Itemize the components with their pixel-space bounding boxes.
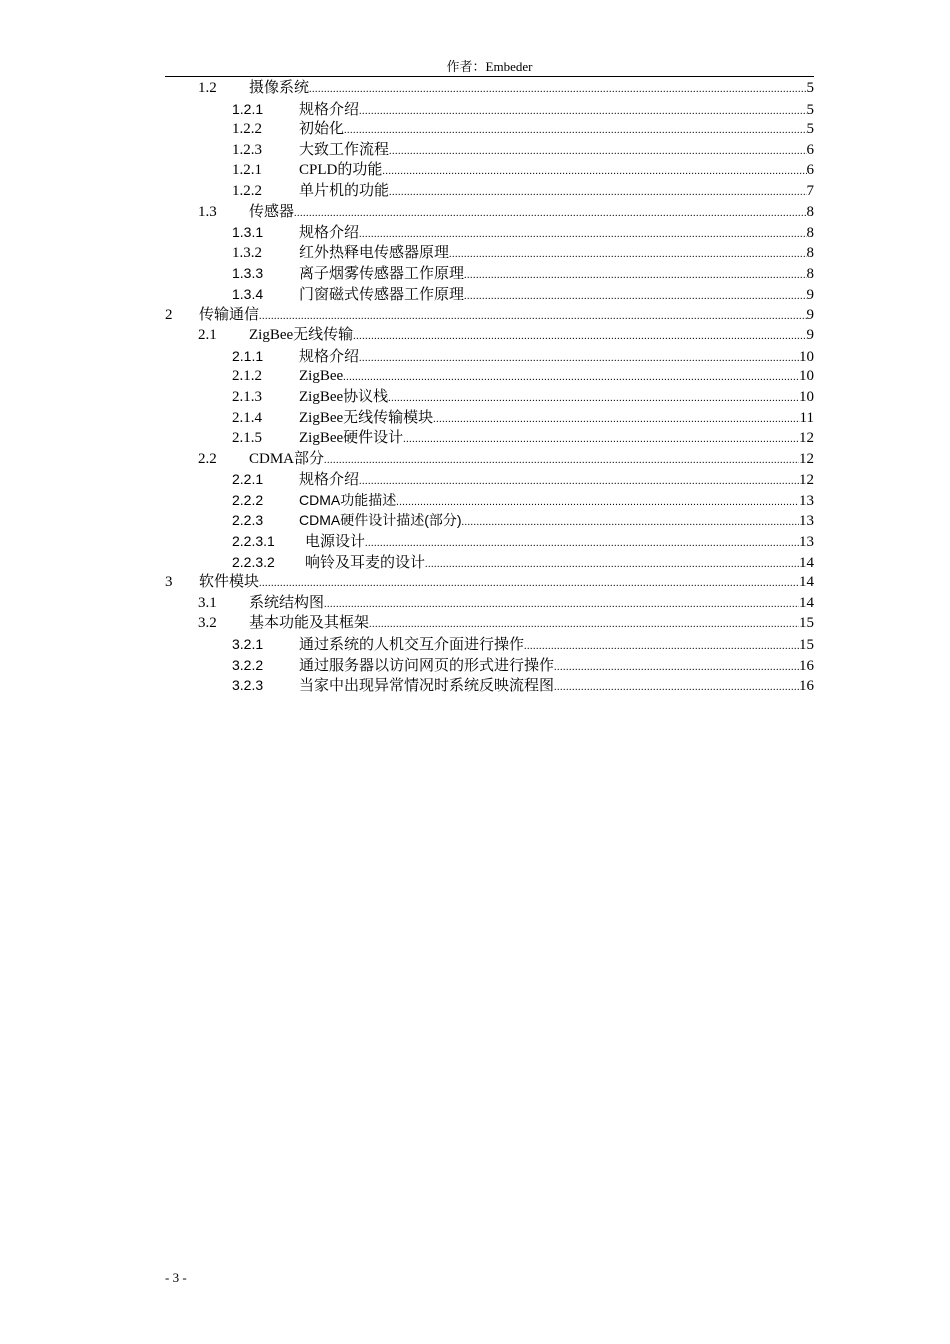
toc-entry-title: 门窗磁式传感器工作原理	[299, 286, 465, 303]
toc-dot-leader	[388, 389, 799, 410]
toc-entry-title: 大致工作流程	[299, 141, 390, 158]
toc-entry-title: 通过服务器以访问网页的形式进行操作	[299, 657, 555, 674]
toc-dot-leader	[382, 162, 806, 183]
toc-dot-leader	[369, 615, 799, 636]
toc-entry-title: 通过系统的人机交互介面进行操作	[299, 637, 525, 654]
toc-entry-title: ZigBee	[299, 368, 344, 385]
toc-entry-number: 2.1.5	[232, 430, 262, 447]
toc-entry-number: 2.1.2	[232, 368, 262, 385]
toc-entry-page: 16	[799, 678, 814, 695]
toc-entry-title: CDMA硬件设计描述(部分)	[299, 512, 462, 529]
toc-dot-leader	[259, 307, 806, 328]
toc-entry[interactable]	[165, 408, 814, 429]
toc-entry[interactable]	[165, 469, 814, 490]
toc-entry[interactable]	[165, 160, 814, 181]
toc-entry-title: 规格介绍	[299, 101, 360, 118]
toc-entry-title: 初始化	[299, 121, 345, 138]
toc-entry[interactable]	[165, 222, 814, 243]
toc-entry-page: 10	[799, 348, 814, 365]
toc-entry[interactable]	[165, 305, 814, 326]
toc-entry-number: 1.2	[198, 80, 217, 96]
toc-entry-page: 8	[806, 225, 814, 242]
toc-entry-number: 2.1.3	[232, 388, 262, 405]
toc-entry-number: 1.3.4	[232, 285, 264, 302]
toc-entry[interactable]	[165, 243, 814, 264]
toc-entry-page: 5	[806, 101, 814, 118]
toc-entry-number: 1.2.2	[232, 121, 262, 138]
table-of-contents	[165, 78, 814, 696]
toc-entry-page: 12	[799, 472, 814, 489]
toc-entry-number: 2.2	[198, 450, 217, 467]
toc-entry[interactable]	[165, 552, 814, 573]
toc-entry-title: 规格介绍	[299, 225, 360, 242]
toc-entry[interactable]	[165, 449, 814, 470]
toc-entry[interactable]	[165, 634, 814, 655]
page-header: 作者：Embeder	[446, 59, 533, 74]
toc-entry-number: 3.2.3	[232, 677, 264, 694]
toc-entry-page: 13	[799, 534, 814, 551]
toc-entry-number: 1.3.1	[232, 224, 264, 241]
toc-entry[interactable]	[165, 181, 814, 202]
toc-entry-number: 3.2.1	[232, 636, 264, 653]
toc-dot-leader	[433, 410, 799, 431]
toc-entry-page: 6	[806, 162, 814, 179]
toc-entry-page: 7	[806, 182, 814, 199]
toc-entry-title: 系统结构图	[249, 594, 325, 611]
toc-dot-leader	[403, 430, 799, 451]
toc-entry-number: 1.2.1	[232, 100, 264, 117]
toc-entry-title: 规格介绍	[299, 348, 360, 365]
toc-dot-leader	[294, 204, 806, 225]
toc-entry-title: ZigBee无线传输	[249, 327, 354, 344]
toc-entry-page: 11	[799, 409, 814, 426]
toc-entry-page: 10	[799, 368, 814, 385]
toc-entry-page: 12	[799, 450, 814, 467]
toc-entry[interactable]	[165, 572, 814, 593]
toc-entry[interactable]	[165, 284, 814, 305]
toc-entry-title: 当家中出现异常情况时系统反映流程图	[299, 678, 555, 695]
toc-entry[interactable]	[165, 119, 814, 140]
toc-entry-number: 2.1.4	[232, 409, 262, 426]
toc-entry-title: 传输通信	[199, 306, 260, 323]
header-divider	[165, 76, 814, 77]
toc-entry-number: 2.2.2	[232, 491, 264, 508]
toc-entry-page: 14	[799, 594, 814, 611]
toc-entry-page: 15	[799, 637, 814, 654]
toc-entry-number: 2.1.1	[232, 347, 264, 364]
toc-dot-leader	[344, 121, 806, 142]
toc-dot-leader	[309, 80, 806, 101]
toc-entry-title: CDMA部分	[249, 450, 325, 467]
toc-entry-number: 2	[165, 306, 173, 323]
toc-entry-page: 9	[806, 327, 814, 344]
toc-entry-page: 9	[806, 286, 814, 303]
toc-entry[interactable]	[165, 263, 814, 284]
toc-entry[interactable]	[165, 78, 814, 99]
toc-entry-title: 红外热释电传感器原理	[299, 244, 450, 261]
toc-entry[interactable]	[165, 655, 814, 676]
toc-entry-title: 离子烟雾传感器工作原理	[299, 266, 465, 283]
toc-entry-title: 单片机的功能	[299, 182, 390, 199]
toc-entry[interactable]	[165, 387, 814, 408]
toc-entry-number: 1.2.3	[232, 141, 262, 158]
toc-entry-title: ZigBee协议栈	[299, 388, 389, 405]
toc-entry-number: 3	[165, 574, 173, 591]
toc-entry-number: 1.3.2	[232, 244, 262, 261]
toc-entry[interactable]	[165, 490, 814, 511]
toc-entry-title: ZigBee硬件设计	[299, 430, 404, 447]
toc-entry-number: 2.2.1	[232, 471, 264, 488]
toc-entry-number: 1.3	[198, 203, 217, 220]
toc-dot-leader	[343, 368, 799, 389]
toc-entry-page: 16	[799, 657, 814, 674]
toc-entry[interactable]	[165, 675, 814, 696]
toc-entry-number: 2.2.3.2	[232, 553, 275, 570]
toc-entry-number: 2.2.3.1	[232, 533, 275, 550]
toc-dot-leader	[324, 451, 799, 472]
toc-entry-title: 规格介绍	[299, 472, 360, 489]
toc-entry-number: 2.1	[198, 327, 217, 344]
toc-entry-title: 软件模块	[199, 574, 260, 591]
toc-entry[interactable]	[165, 531, 814, 552]
toc-dot-leader	[449, 245, 806, 266]
toc-dot-leader	[353, 327, 806, 348]
toc-entry-page: 6	[806, 141, 814, 158]
toc-entry-page: 9	[806, 306, 814, 323]
toc-entry-title: 电源设计	[305, 534, 366, 551]
toc-entry-title: CDMA功能描述	[299, 491, 397, 508]
toc-entry-title: 基本功能及其框架	[249, 615, 370, 632]
toc-entry[interactable]	[165, 99, 814, 120]
toc-entry-number: 1.3.3	[232, 265, 264, 282]
toc-entry-number: 3.1	[198, 594, 217, 611]
toc-entry[interactable]	[165, 202, 814, 223]
toc-entry-page: 14	[799, 574, 814, 591]
toc-entry-number: 3.2	[198, 615, 217, 632]
toc-entry[interactable]	[165, 510, 814, 531]
toc-entry[interactable]	[165, 613, 814, 634]
toc-entry-page: 8	[806, 266, 814, 283]
toc-entry-page: 15	[799, 615, 814, 632]
toc-entry-page: 8	[806, 203, 814, 220]
toc-dot-leader	[554, 678, 799, 699]
toc-entry[interactable]	[165, 325, 814, 346]
toc-entry-number: 3.2.2	[232, 656, 264, 673]
toc-entry-page: 8	[806, 244, 814, 261]
toc-entry-page: 13	[799, 513, 814, 530]
toc-entry-page: 13	[799, 492, 814, 509]
toc-entry-title: 响铃及耳麦的设计	[305, 554, 426, 571]
toc-dot-leader	[324, 595, 799, 616]
page-number: - 3 -	[165, 1270, 187, 1285]
toc-entry-page: 10	[799, 388, 814, 405]
toc-entry-page: 5	[806, 80, 814, 96]
toc-dot-leader	[389, 142, 806, 163]
toc-entry-title: CPLD的功能	[299, 162, 383, 179]
toc-entry[interactable]	[165, 593, 814, 614]
toc-entry-page: 5	[806, 121, 814, 138]
toc-entry-number: 1.2.1	[232, 162, 262, 179]
toc-dot-leader	[389, 183, 806, 204]
toc-entry-number: 1.2.2	[232, 182, 262, 199]
toc-dot-leader	[259, 574, 799, 595]
toc-entry[interactable]	[165, 140, 814, 161]
toc-entry-title: 传感器	[249, 203, 295, 220]
toc-entry-title: ZigBee无线传输模块	[299, 409, 434, 426]
toc-entry-page: 12	[799, 430, 814, 447]
toc-entry[interactable]	[165, 428, 814, 449]
toc-entry-number: 2.2.3	[232, 512, 264, 529]
toc-entry-page: 14	[799, 554, 814, 571]
toc-entry[interactable]	[165, 346, 814, 367]
toc-entry[interactable]	[165, 366, 814, 387]
toc-entry-title: 摄像系统	[249, 80, 310, 96]
